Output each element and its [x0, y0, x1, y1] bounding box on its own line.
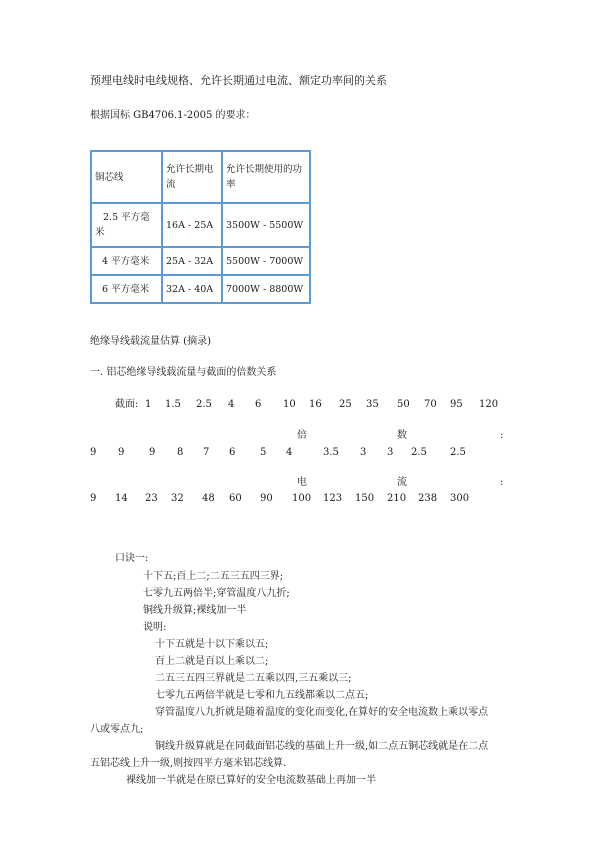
header-allowed-current: 允许长期电流 [162, 151, 222, 203]
multiple-value: 9 [118, 447, 125, 458]
cell-size: 6 平方毫米 [91, 275, 162, 303]
current-value: 100 [292, 493, 312, 504]
header-allowed-power: 允许长期使用的功率 [222, 151, 310, 203]
cell-size: 2.5 平方毫米 [91, 203, 162, 247]
table-row [91, 247, 310, 275]
multiple-value: 3 [360, 447, 367, 458]
multiple-value: 7 [203, 447, 210, 458]
current-label: 电 [297, 477, 307, 488]
cross-section-value: 1 [145, 399, 152, 410]
current-value: 210 [387, 493, 407, 504]
cross-section-value: 50 [397, 399, 410, 410]
explanation-line: 穿管温度八九折就是随着温度的变化而变化,在算好的安全电流数上乘以零点 [155, 707, 489, 718]
current-value: 14 [115, 493, 128, 504]
cross-section-value: 4 [228, 399, 235, 410]
multiple-label: : [500, 430, 504, 441]
multiple-label: 倍 [297, 430, 307, 441]
explanation-line: 百上二就是百以上乘以二; [155, 656, 269, 667]
cross-section-value: 35 [366, 399, 379, 410]
current-value: 9 [90, 493, 97, 504]
multiple-value: 3.5 [323, 447, 339, 458]
multiple-value: 2.5 [411, 447, 427, 458]
explanation-line: 十下五就是十以下乘以五; [155, 639, 269, 650]
cell-power: 5500W - 7000W [222, 247, 310, 275]
multiple-value: 3 [387, 447, 394, 458]
cell-power: 7000W - 8800W [222, 275, 310, 303]
current-value: 150 [355, 493, 375, 504]
cell-size: 4 平方毫米 [91, 247, 162, 275]
cell-current: 32A - 40A [162, 275, 222, 303]
current-value: 32 [171, 493, 184, 504]
cross-section-value: 25 [339, 399, 352, 410]
cross-section-value: 6 [255, 399, 262, 410]
cross-section-value: 16 [309, 399, 322, 410]
multiple-label: 数 [397, 430, 407, 441]
table-row [91, 275, 310, 303]
cross-section-value: 120 [479, 399, 499, 410]
cell-current: 25A - 32A [162, 247, 222, 275]
cell-current: 16A - 25A [162, 203, 222, 247]
multiple-value: 6 [229, 447, 236, 458]
current-value: 238 [418, 493, 438, 504]
mnemonic-line: 十下五;百上二;二五三五四三界; [143, 571, 284, 582]
multiple-value: 9 [149, 447, 156, 458]
mnemonic-line: 七零九五两倍半;穿管温度八九折; [143, 588, 290, 599]
cell-power: 3500W - 5500W [222, 203, 310, 247]
document-title: 预埋电线时电线规格、允许长期通过电流、额定功率间的关系 [90, 74, 387, 87]
subsection-title: 一. 铝芯绝缘导线载流量与截面的倍数关系 [90, 367, 277, 378]
cross-section-value: 70 [424, 399, 437, 410]
cross-section-label: 截面: [115, 399, 139, 410]
multiple-value: 5 [260, 447, 267, 458]
standard-intro: 根据国标 GB4706.1-2005 的要求： [90, 110, 256, 121]
header-copper-wire: 铜芯线 [91, 151, 162, 203]
mnemonic-line: 铜线升级算;裸线加一半 [143, 605, 247, 616]
explanation-line: 裸线加一半就是在原已算好的安全电流数基础上再加一半 [126, 775, 376, 786]
cross-section-value: 95 [450, 399, 463, 410]
explanation-line: 铜线升级算就是在同截面铝芯线的基础上升一级,如二点五铜芯线就是在二点 [155, 741, 489, 752]
table-row [91, 203, 310, 247]
cross-section-value: 2.5 [196, 399, 212, 410]
cross-section-value: 10 [283, 399, 296, 410]
table-header-row [91, 151, 310, 203]
multiple-value: 9 [90, 447, 97, 458]
explanation-line: 二五三五四三界就是二五乘以四,三五乘以三; [155, 673, 352, 684]
current-value: 90 [260, 493, 273, 504]
current-value: 300 [450, 493, 470, 504]
explanation-line: 八或零点九; [90, 724, 144, 735]
current-value: 60 [229, 493, 242, 504]
explanation-line: 七零九五两倍半就是七零和九五线都乘以二点五; [155, 690, 369, 701]
mnemonic-heading: 口诀一: [115, 553, 149, 564]
multiple-value: 2.5 [450, 447, 466, 458]
section-title: 绝缘导线载流量估算 (摘录) [90, 336, 211, 347]
cross-section-value: 1.5 [165, 399, 181, 410]
current-label: 流 [397, 477, 407, 488]
current-value: 123 [323, 493, 343, 504]
explanation-heading: 说明: [143, 622, 167, 633]
explanation-line: 五铝芯线上升一级,则按四平方毫米铝芯线算. [90, 758, 287, 769]
wire-spec-table [90, 150, 311, 304]
multiple-value: 4 [286, 447, 293, 458]
current-label: : [500, 477, 504, 488]
current-value: 48 [202, 493, 215, 504]
multiple-value: 8 [177, 447, 184, 458]
current-value: 23 [145, 493, 158, 504]
